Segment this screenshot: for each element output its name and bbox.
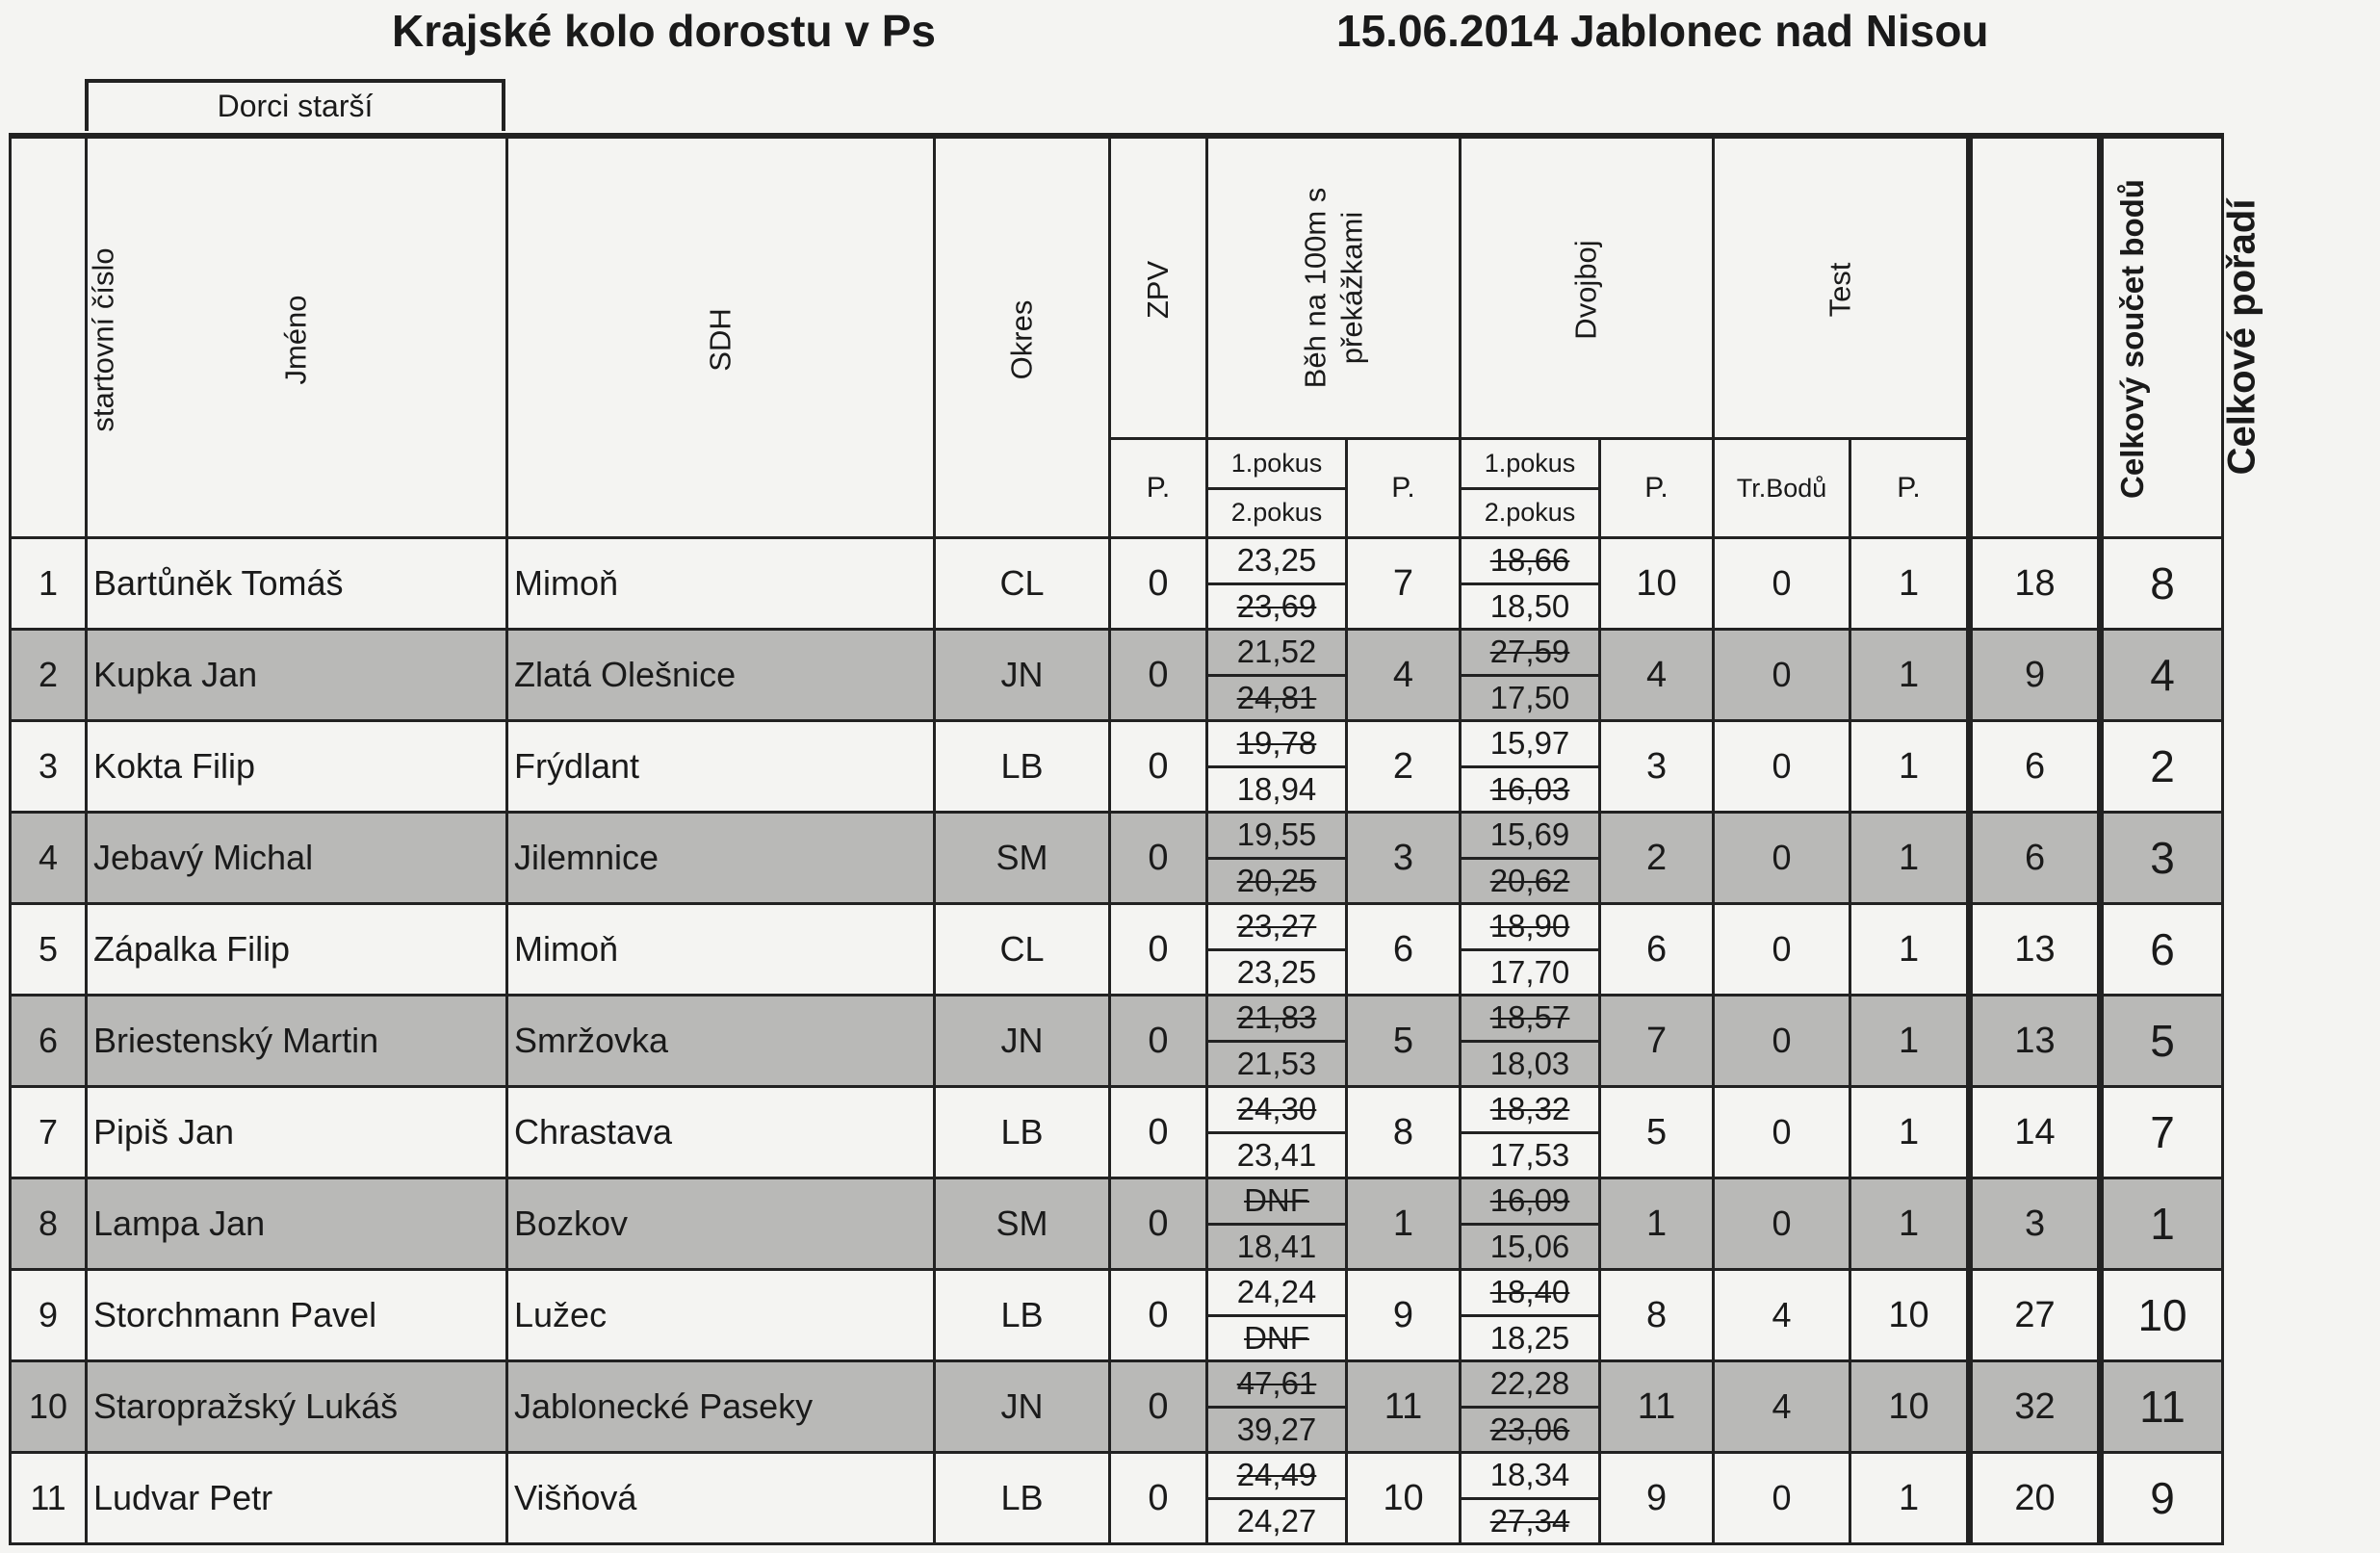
total-points: 20 bbox=[1970, 1453, 2101, 1544]
test-points: 10 bbox=[1850, 1270, 1970, 1361]
test-points-header: P. bbox=[1850, 439, 1970, 538]
start-number: 11 bbox=[11, 1453, 87, 1544]
run-attempts bbox=[1207, 538, 1347, 630]
table-row bbox=[11, 813, 2223, 904]
start-number: 7 bbox=[11, 1087, 87, 1178]
run-points: 7 bbox=[1347, 538, 1461, 630]
district: JN bbox=[935, 996, 1110, 1087]
competitor-name: Kupka Jan bbox=[87, 630, 507, 721]
run-attempt1: 24,30 bbox=[1208, 1088, 1345, 1134]
double-attempt2: 18,50 bbox=[1489, 587, 1570, 624]
table-row bbox=[11, 1087, 2223, 1178]
run-points-header: P. bbox=[1347, 439, 1461, 538]
total-points: 32 bbox=[1970, 1361, 2101, 1453]
double-attempt2: 18,25 bbox=[1489, 1319, 1570, 1356]
total-points: 13 bbox=[1970, 904, 2101, 996]
run-attempts bbox=[1207, 1178, 1347, 1270]
double-attempt2: 15,06 bbox=[1489, 1228, 1570, 1264]
district: LB bbox=[935, 1087, 1110, 1178]
table-row bbox=[11, 721, 2223, 813]
total-rank: 3 bbox=[2101, 813, 2223, 904]
district: JN bbox=[935, 630, 1110, 721]
run-points: 6 bbox=[1347, 904, 1461, 996]
total-rank: 7 bbox=[2101, 1087, 2223, 1178]
test-tr-points: 0 bbox=[1714, 996, 1850, 1087]
double-points: 7 bbox=[1600, 996, 1714, 1087]
test-tr-points: 0 bbox=[1714, 904, 1850, 996]
total-rank: 9 bbox=[2101, 1453, 2223, 1544]
double-points: 5 bbox=[1600, 1087, 1714, 1178]
test-tr-header: Tr.Bodů bbox=[1714, 439, 1850, 538]
double-attempt1: 15,97 bbox=[1462, 722, 1598, 768]
zpv-points: 0 bbox=[1110, 1453, 1207, 1544]
double-attempt1: 27,59 bbox=[1462, 631, 1598, 677]
competitor-name: Lampa Jan bbox=[87, 1178, 507, 1270]
double-attempts bbox=[1461, 538, 1600, 630]
double-attempt2: 23,06 bbox=[1489, 1411, 1570, 1447]
run-attempt2: 24,27 bbox=[1236, 1502, 1317, 1539]
header-row bbox=[11, 136, 2223, 439]
sdh-name: Lužec bbox=[507, 1270, 935, 1361]
run-attempt2: 18,41 bbox=[1236, 1228, 1317, 1264]
zpv-points: 0 bbox=[1110, 538, 1207, 630]
col-run: Běh na 100m s překážkami bbox=[1207, 136, 1461, 439]
zpv-points: 0 bbox=[1110, 630, 1207, 721]
zpv-points: 0 bbox=[1110, 1361, 1207, 1453]
run-attempt1: 47,61 bbox=[1208, 1362, 1345, 1409]
total-rank: 1 bbox=[2101, 1178, 2223, 1270]
run-attempt2: 23,41 bbox=[1236, 1136, 1317, 1173]
double-attempts bbox=[1461, 904, 1600, 996]
district: LB bbox=[935, 1453, 1110, 1544]
double-attempt1: 18,40 bbox=[1462, 1271, 1598, 1317]
run-attempt1: 19,55 bbox=[1208, 814, 1345, 860]
run-attempt2: 39,27 bbox=[1236, 1411, 1317, 1447]
total-rank: 5 bbox=[2101, 996, 2223, 1087]
page-title: Krajské kolo dorostu v Ps bbox=[392, 6, 936, 56]
double-attempts bbox=[1461, 1087, 1600, 1178]
double-attempts bbox=[1461, 996, 1600, 1087]
total-points: 18 bbox=[1970, 538, 2101, 630]
test-tr-points: 0 bbox=[1714, 1178, 1850, 1270]
double-attempt1-header: 1.pokus bbox=[1461, 439, 1600, 489]
test-tr-points: 4 bbox=[1714, 1270, 1850, 1361]
sdh-name: Jilemnice bbox=[507, 813, 935, 904]
run-attempts bbox=[1207, 1361, 1347, 1453]
double-points: 11 bbox=[1600, 1361, 1714, 1453]
run-attempt1: DNF bbox=[1208, 1179, 1345, 1226]
double-attempt1: 16,09 bbox=[1462, 1179, 1598, 1226]
double-attempt2: 17,50 bbox=[1489, 679, 1570, 715]
run-attempt1: 24,24 bbox=[1208, 1271, 1345, 1317]
district: CL bbox=[935, 538, 1110, 630]
total-points: 3 bbox=[1970, 1178, 2101, 1270]
double-attempt1: 18,66 bbox=[1462, 539, 1598, 585]
zpv-points: 0 bbox=[1110, 1087, 1207, 1178]
run-points: 9 bbox=[1347, 1270, 1461, 1361]
run-attempt1: 23,27 bbox=[1208, 905, 1345, 951]
competitor-name: Zápalka Filip bbox=[87, 904, 507, 996]
table-row bbox=[11, 538, 2223, 630]
run-attempt1-header: 1.pokus bbox=[1207, 439, 1347, 489]
run-attempt1: 24,49 bbox=[1208, 1454, 1345, 1500]
start-number: 4 bbox=[11, 813, 87, 904]
test-tr-points: 0 bbox=[1714, 721, 1850, 813]
double-points-header: P. bbox=[1600, 439, 1714, 538]
double-attempts bbox=[1461, 1178, 1600, 1270]
zpv-points: 0 bbox=[1110, 1178, 1207, 1270]
table-row bbox=[11, 1453, 2223, 1544]
competitor-name: Kokta Filip bbox=[87, 721, 507, 813]
double-attempt2: 17,70 bbox=[1489, 953, 1570, 990]
start-number: 10 bbox=[11, 1361, 87, 1453]
zpv-points: 0 bbox=[1110, 1270, 1207, 1361]
run-attempt2-header: 2.pokus bbox=[1207, 488, 1347, 538]
sdh-name: Smržovka bbox=[507, 996, 935, 1087]
run-attempts bbox=[1207, 1087, 1347, 1178]
double-points: 8 bbox=[1600, 1270, 1714, 1361]
district: LB bbox=[935, 1270, 1110, 1361]
run-attempts bbox=[1207, 1270, 1347, 1361]
double-attempt2: 18,03 bbox=[1489, 1045, 1570, 1081]
total-points: 6 bbox=[1970, 813, 2101, 904]
run-attempts bbox=[1207, 996, 1347, 1087]
competitor-name: Bartůněk Tomáš bbox=[87, 538, 507, 630]
zpv-points-header: P. bbox=[1110, 439, 1207, 538]
start-number: 2 bbox=[11, 630, 87, 721]
start-number: 3 bbox=[11, 721, 87, 813]
total-rank: 11 bbox=[2101, 1361, 2223, 1453]
district: SM bbox=[935, 813, 1110, 904]
test-points: 1 bbox=[1850, 996, 1970, 1087]
sdh-name: Frýdlant bbox=[507, 721, 935, 813]
test-points: 1 bbox=[1850, 904, 1970, 996]
total-rank: 2 bbox=[2101, 721, 2223, 813]
sdh-name: Zlatá Olešnice bbox=[507, 630, 935, 721]
table-row bbox=[11, 1270, 2223, 1361]
total-points: 9 bbox=[1970, 630, 2101, 721]
double-attempt1: 18,34 bbox=[1462, 1454, 1598, 1500]
run-attempt1: 23,25 bbox=[1208, 539, 1345, 585]
double-attempt1: 18,57 bbox=[1462, 997, 1598, 1043]
competitor-name: Jebavý Michal bbox=[87, 813, 507, 904]
run-attempt2: 20,25 bbox=[1236, 862, 1317, 898]
sdh-name: Mimoň bbox=[507, 538, 935, 630]
district: JN bbox=[935, 1361, 1110, 1453]
start-number: 6 bbox=[11, 996, 87, 1087]
run-points: 11 bbox=[1347, 1361, 1461, 1453]
double-attempts bbox=[1461, 1270, 1600, 1361]
zpv-points: 0 bbox=[1110, 904, 1207, 996]
run-attempt1: 19,78 bbox=[1208, 722, 1345, 768]
test-points: 1 bbox=[1850, 630, 1970, 721]
competitor-name: Ludvar Petr bbox=[87, 1453, 507, 1544]
start-number: 9 bbox=[11, 1270, 87, 1361]
double-attempt2-header: 2.pokus bbox=[1461, 488, 1600, 538]
competitor-name: Staropražský Lukáš bbox=[87, 1361, 507, 1453]
results-table bbox=[9, 133, 2264, 1545]
sdh-name: Višňová bbox=[507, 1453, 935, 1544]
test-points: 1 bbox=[1850, 1453, 1970, 1544]
run-points: 10 bbox=[1347, 1453, 1461, 1544]
test-tr-points: 0 bbox=[1714, 538, 1850, 630]
table-row bbox=[11, 1361, 2223, 1453]
double-attempt1: 18,90 bbox=[1462, 905, 1598, 951]
start-number: 1 bbox=[11, 538, 87, 630]
run-attempt2: 18,94 bbox=[1236, 770, 1317, 807]
sdh-name: Mimoň bbox=[507, 904, 935, 996]
col-name: Jméno bbox=[87, 136, 507, 538]
test-points: 10 bbox=[1850, 1361, 1970, 1453]
col-double: Dvojboj bbox=[1461, 136, 1714, 439]
test-tr-points: 0 bbox=[1714, 813, 1850, 904]
sdh-name: Jablonecké Paseky bbox=[507, 1361, 935, 1453]
total-rank: 6 bbox=[2101, 904, 2223, 996]
run-attempts bbox=[1207, 1453, 1347, 1544]
total-points: 27 bbox=[1970, 1270, 2101, 1361]
double-points: 4 bbox=[1600, 630, 1714, 721]
run-attempt2: 23,69 bbox=[1236, 587, 1317, 624]
col-start-number: startovní číslo bbox=[11, 136, 87, 538]
test-tr-points: 0 bbox=[1714, 630, 1850, 721]
run-points: 2 bbox=[1347, 721, 1461, 813]
total-points: 13 bbox=[1970, 996, 2101, 1087]
total-rank: 10 bbox=[2101, 1270, 2223, 1361]
test-tr-points: 0 bbox=[1714, 1087, 1850, 1178]
district: LB bbox=[935, 721, 1110, 813]
double-attempt2: 17,53 bbox=[1489, 1136, 1570, 1173]
total-rank: 8 bbox=[2101, 538, 2223, 630]
total-points: 6 bbox=[1970, 721, 2101, 813]
col-total-points: Celkový součet bodů bbox=[1970, 136, 2101, 538]
competitor-name: Briestenský Martin bbox=[87, 996, 507, 1087]
double-attempt1: 22,28 bbox=[1462, 1362, 1598, 1409]
double-points: 1 bbox=[1600, 1178, 1714, 1270]
run-points: 5 bbox=[1347, 996, 1461, 1087]
double-attempt1: 15,69 bbox=[1462, 814, 1598, 860]
test-points: 1 bbox=[1850, 721, 1970, 813]
col-total-rank: Celkové pořadí bbox=[2101, 136, 2223, 538]
double-points: 2 bbox=[1600, 813, 1714, 904]
table-row bbox=[11, 1178, 2223, 1270]
test-points: 1 bbox=[1850, 1087, 1970, 1178]
run-attempt2: 24,81 bbox=[1236, 679, 1317, 715]
start-number: 8 bbox=[11, 1178, 87, 1270]
category-label: Dorci starší bbox=[85, 79, 505, 131]
double-attempt2: 16,03 bbox=[1489, 770, 1570, 807]
zpv-points: 0 bbox=[1110, 721, 1207, 813]
double-attempt1: 18,32 bbox=[1462, 1088, 1598, 1134]
run-attempt1: 21,52 bbox=[1208, 631, 1345, 677]
run-attempts bbox=[1207, 630, 1347, 721]
test-tr-points: 0 bbox=[1714, 1453, 1850, 1544]
table-row bbox=[11, 630, 2223, 721]
run-points: 3 bbox=[1347, 813, 1461, 904]
test-tr-points: 4 bbox=[1714, 1361, 1850, 1453]
table-row bbox=[11, 996, 2223, 1087]
run-attempts bbox=[1207, 721, 1347, 813]
total-rank: 4 bbox=[2101, 630, 2223, 721]
run-points: 4 bbox=[1347, 630, 1461, 721]
col-test: Test bbox=[1714, 136, 1970, 439]
event-date-place: 15.06.2014 Jablonec nad Nisou bbox=[1336, 6, 1989, 56]
run-attempt2: DNF bbox=[1244, 1319, 1309, 1356]
double-points: 6 bbox=[1600, 904, 1714, 996]
double-attempts bbox=[1461, 1453, 1600, 1544]
col-district: Okres bbox=[935, 136, 1110, 538]
double-points: 10 bbox=[1600, 538, 1714, 630]
total-points: 14 bbox=[1970, 1087, 2101, 1178]
run-points: 8 bbox=[1347, 1087, 1461, 1178]
run-attempt1: 21,83 bbox=[1208, 997, 1345, 1043]
sdh-name: Chrastava bbox=[507, 1087, 935, 1178]
test-points: 1 bbox=[1850, 538, 1970, 630]
run-attempt2: 23,25 bbox=[1236, 953, 1317, 990]
double-points: 3 bbox=[1600, 721, 1714, 813]
sdh-name: Bozkov bbox=[507, 1178, 935, 1270]
test-points: 1 bbox=[1850, 1178, 1970, 1270]
double-attempt2: 27,34 bbox=[1489, 1502, 1570, 1539]
double-attempts bbox=[1461, 1361, 1600, 1453]
run-attempt2: 21,53 bbox=[1236, 1045, 1317, 1081]
competitor-name: Pipiš Jan bbox=[87, 1087, 507, 1178]
double-attempts bbox=[1461, 813, 1600, 904]
table-row bbox=[11, 904, 2223, 996]
run-attempts bbox=[1207, 813, 1347, 904]
competitor-name: Storchmann Pavel bbox=[87, 1270, 507, 1361]
zpv-points: 0 bbox=[1110, 813, 1207, 904]
test-points: 1 bbox=[1850, 813, 1970, 904]
run-attempts bbox=[1207, 904, 1347, 996]
start-number: 5 bbox=[11, 904, 87, 996]
double-attempts bbox=[1461, 721, 1600, 813]
district: SM bbox=[935, 1178, 1110, 1270]
col-zpv: ZPV bbox=[1110, 136, 1207, 439]
double-points: 9 bbox=[1600, 1453, 1714, 1544]
double-attempt2: 20,62 bbox=[1489, 862, 1570, 898]
zpv-points: 0 bbox=[1110, 996, 1207, 1087]
district: CL bbox=[935, 904, 1110, 996]
run-points: 1 bbox=[1347, 1178, 1461, 1270]
col-sdh: SDH bbox=[507, 136, 935, 538]
double-attempts bbox=[1461, 630, 1600, 721]
